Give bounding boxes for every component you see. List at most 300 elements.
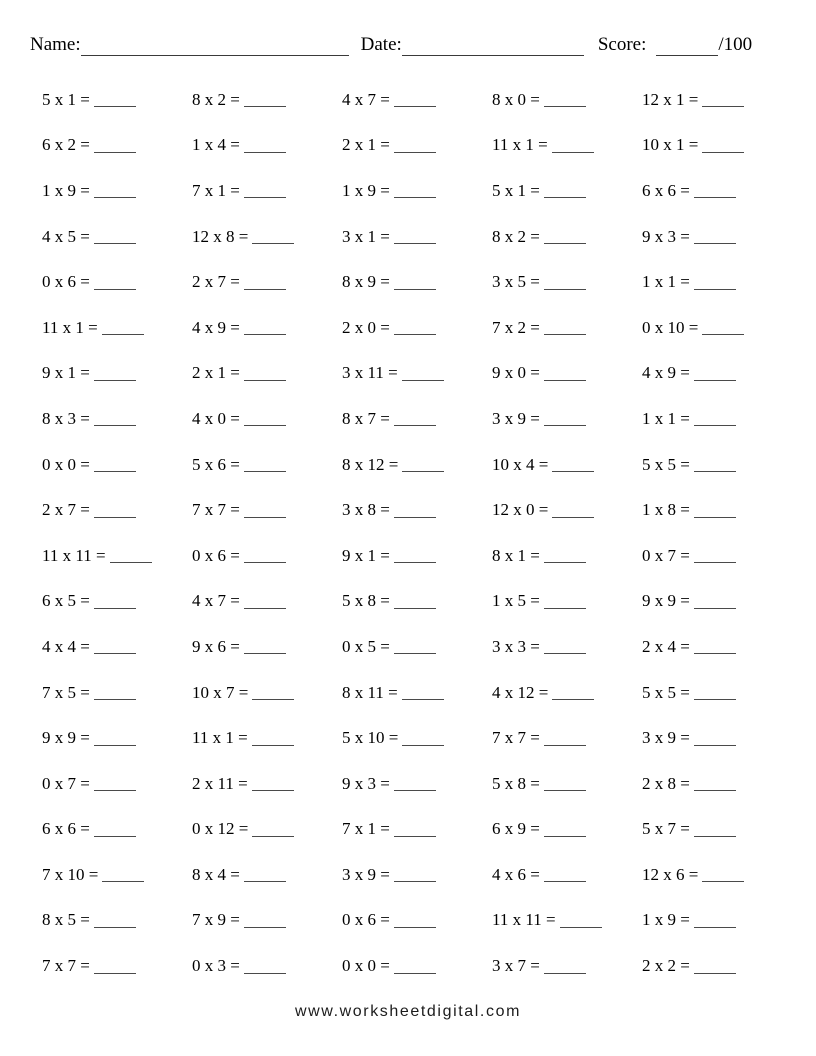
problem-expression: 2 x 1 = [342,135,390,155]
problem-expression: 8 x 0 = [492,89,540,109]
answer-blank[interactable] [110,548,152,563]
problem-cell [492,123,642,169]
problem-cell [42,761,192,807]
problem-expression: 11 x 1 = [492,135,548,155]
answer-blank[interactable] [702,867,744,882]
answer-blank[interactable] [394,913,436,928]
problem-cell [492,442,642,488]
problem-cell [42,715,192,761]
problem-cell [642,305,794,351]
answer-blank[interactable] [694,685,736,700]
answer-blank[interactable] [544,731,586,746]
answer-blank[interactable] [402,685,444,700]
answer-blank[interactable] [694,822,736,837]
problem-expression: 7 x 10 = [42,864,99,884]
problem-expression: 9 x 0 = [492,363,540,383]
problem-expression: 12 x 8 = [192,226,249,246]
answer-blank[interactable] [544,776,586,791]
answer-blank[interactable] [394,594,436,609]
answer-blank[interactable] [252,229,294,244]
problem-cell [342,533,492,579]
problem-expression: 0 x 6 = [342,910,390,930]
answer-blank[interactable] [244,92,286,107]
problem-expression: 3 x 11 = [342,363,398,383]
answer-blank[interactable] [252,731,294,746]
answer-blank[interactable] [252,685,294,700]
answer-blank[interactable] [544,92,586,107]
problem-cell [642,761,794,807]
answer-blank[interactable] [244,275,286,290]
problem-cell [42,351,192,397]
answer-blank[interactable] [694,731,736,746]
answer-blank[interactable] [544,594,586,609]
problem-cell [642,579,794,625]
score-label: Score: [597,34,647,55]
score-field-line[interactable] [656,40,718,56]
problem-expression: 5 x 6 = [192,454,240,474]
answer-blank[interactable] [102,867,144,882]
date-label: Date: [360,34,402,55]
answer-blank[interactable] [694,594,736,609]
problem-cell [342,579,492,625]
problem-cell [192,168,342,214]
problem-expression: 0 x 12 = [192,819,249,839]
problem-expression: 6 x 9 = [492,819,540,839]
problem-expression: 8 x 11 = [342,682,398,702]
answer-blank[interactable] [544,822,586,837]
answer-blank[interactable] [394,411,436,426]
problem-cell [342,396,492,442]
answer-blank[interactable] [94,229,136,244]
answer-blank[interactable] [402,731,444,746]
problem-cell [42,807,192,853]
problem-cell [342,943,492,989]
answer-blank[interactable] [402,457,444,472]
answer-blank[interactable] [694,457,736,472]
problem-expression: 7 x 5 = [42,682,90,702]
problem-expression: 2 x 11 = [192,773,248,793]
problem-cell [192,852,342,898]
answer-blank[interactable] [544,320,586,335]
problem-expression: 3 x 8 = [342,500,390,520]
problem-cell [192,670,342,716]
problem-cell [492,77,642,123]
answer-blank[interactable] [702,320,744,335]
answer-blank[interactable] [244,867,286,882]
problem-expression: 1 x 9 = [642,910,690,930]
problem-cell [42,305,192,351]
answer-blank[interactable] [252,822,294,837]
problem-expression: 3 x 3 = [492,636,540,656]
answer-blank[interactable] [394,320,436,335]
problem-expression: 11 x 1 = [192,728,248,748]
answer-blank[interactable] [394,548,436,563]
problem-cell [642,168,794,214]
problem-expression: 2 x 8 = [642,773,690,793]
problem-cell [342,715,492,761]
answer-blank[interactable] [94,959,136,974]
answer-blank[interactable] [552,457,594,472]
problem-cell [492,259,642,305]
problem-cell [42,168,192,214]
problem-cell [342,852,492,898]
answer-blank[interactable] [94,594,136,609]
problem-expression: 8 x 2 = [192,89,240,109]
answer-blank[interactable] [694,913,736,928]
problem-cell [192,123,342,169]
problem-expression: 12 x 1 = [642,89,699,109]
answer-blank[interactable] [702,138,744,153]
problem-cell [192,761,342,807]
answer-blank[interactable] [544,183,586,198]
problem-expression: 8 x 5 = [42,910,90,930]
problem-expression: 7 x 7 = [42,956,90,976]
problem-cell [642,670,794,716]
problem-expression: 0 x 5 = [342,636,390,656]
problem-cell [192,807,342,853]
problem-expression: 8 x 3 = [42,408,90,428]
problem-expression: 4 x 0 = [192,408,240,428]
answer-blank[interactable] [244,183,286,198]
answer-blank[interactable] [694,229,736,244]
problem-cell [192,214,342,260]
problem-expression: 9 x 3 = [342,773,390,793]
problem-expression: 6 x 2 = [42,135,90,155]
problem-expression: 12 x 0 = [492,500,549,520]
problem-cell [342,305,492,351]
answer-blank[interactable] [252,776,294,791]
problem-cell [192,579,342,625]
problem-cell [642,396,794,442]
problem-cell [192,259,342,305]
problem-expression: 1 x 8 = [642,500,690,520]
problem-expression: 12 x 6 = [642,864,699,884]
answer-blank[interactable] [244,594,286,609]
answer-blank[interactable] [244,913,286,928]
problem-cell [42,442,192,488]
answer-blank[interactable] [94,639,136,654]
problem-expression: 9 x 9 = [642,591,690,611]
problem-cell [492,305,642,351]
answer-blank[interactable] [244,138,286,153]
problem-expression: 5 x 8 = [492,773,540,793]
problem-expression: 2 x 1 = [192,363,240,383]
answer-blank[interactable] [244,639,286,654]
problem-expression: 5 x 8 = [342,591,390,611]
name-field-line[interactable] [81,40,349,56]
problem-expression: 11 x 11 = [492,910,556,930]
problem-cell [192,77,342,123]
problem-cell [642,123,794,169]
answer-blank[interactable] [94,411,136,426]
problem-cell [342,624,492,670]
answer-blank[interactable] [694,639,736,654]
problem-cell [192,351,342,397]
answer-blank[interactable] [544,275,586,290]
problem-cell [192,305,342,351]
problem-cell [642,351,794,397]
problem-expression: 1 x 5 = [492,591,540,611]
problem-expression: 10 x 7 = [192,682,249,702]
answer-blank[interactable] [552,138,594,153]
problem-expression: 3 x 9 = [642,728,690,748]
problem-cell [192,396,342,442]
problem-cell [342,442,492,488]
answer-blank[interactable] [94,138,136,153]
problem-expression: 8 x 2 = [492,226,540,246]
problem-cell [492,487,642,533]
problem-expression: 9 x 1 = [42,363,90,383]
answer-blank[interactable] [102,320,144,335]
problem-expression: 0 x 6 = [42,272,90,292]
problem-cell [42,670,192,716]
worksheet-header [30,34,788,56]
answer-blank[interactable] [94,457,136,472]
problem-cell [342,351,492,397]
answer-blank[interactable] [544,959,586,974]
problem-expression: 0 x 0 = [42,454,90,474]
answer-blank[interactable] [394,503,436,518]
problem-cell [192,943,342,989]
problem-cell [192,533,342,579]
problem-cell [492,396,642,442]
problem-expression: 3 x 5 = [492,272,540,292]
problem-expression: 9 x 3 = [642,226,690,246]
answer-blank[interactable] [394,138,436,153]
problem-expression: 7 x 7 = [192,500,240,520]
answer-blank[interactable] [702,92,744,107]
problem-expression: 9 x 1 = [342,545,390,565]
answer-blank[interactable] [394,776,436,791]
problem-cell [492,807,642,853]
problem-expression: 7 x 2 = [492,317,540,337]
problem-cell [192,624,342,670]
name-label: Name: [30,34,81,55]
problem-cell [42,214,192,260]
problem-expression: 10 x 4 = [492,454,549,474]
problem-cell [642,77,794,123]
problem-cell [192,898,342,944]
problem-expression: 8 x 7 = [342,408,390,428]
answer-blank[interactable] [244,366,286,381]
answer-blank[interactable] [394,822,436,837]
problem-expression: 4 x 9 = [642,363,690,383]
answer-blank[interactable] [244,457,286,472]
answer-blank[interactable] [394,275,436,290]
problem-cell [342,670,492,716]
answer-blank[interactable] [694,411,736,426]
problem-cell [492,761,642,807]
problem-cell [642,533,794,579]
problem-cell [192,442,342,488]
problem-expression: 8 x 1 = [492,545,540,565]
answer-blank[interactable] [394,92,436,107]
answer-blank[interactable] [544,867,586,882]
answer-blank[interactable] [402,366,444,381]
problem-cell [342,77,492,123]
problem-expression: 7 x 9 = [192,910,240,930]
problem-cell [192,715,342,761]
answer-blank[interactable] [94,731,136,746]
problem-cell [342,214,492,260]
problem-expression: 0 x 0 = [342,956,390,976]
problem-expression: 9 x 6 = [192,636,240,656]
problem-expression: 8 x 4 = [192,864,240,884]
problem-expression: 1 x 1 = [642,272,690,292]
problem-cell [642,807,794,853]
problem-cell [42,533,192,579]
problem-expression: 7 x 7 = [492,728,540,748]
problem-cell [42,123,192,169]
problem-expression: 4 x 4 = [42,636,90,656]
problem-cell [492,579,642,625]
problem-cell [492,670,642,716]
problem-expression: 2 x 7 = [42,500,90,520]
answer-blank[interactable] [544,411,586,426]
answer-blank[interactable] [552,685,594,700]
answer-blank[interactable] [694,548,736,563]
problem-expression: 3 x 1 = [342,226,390,246]
answer-blank[interactable] [244,320,286,335]
problem-cell [642,624,794,670]
problem-cell [42,396,192,442]
problem-cell [342,761,492,807]
answer-blank[interactable] [694,503,736,518]
answer-blank[interactable] [552,503,594,518]
problem-expression: 2 x 0 = [342,317,390,337]
answer-blank[interactable] [94,913,136,928]
problem-cell [492,351,642,397]
answer-blank[interactable] [694,275,736,290]
problem-expression: 5 x 5 = [642,454,690,474]
answer-blank[interactable] [694,366,736,381]
answer-blank[interactable] [94,685,136,700]
problem-cell [492,715,642,761]
answer-blank[interactable] [694,776,736,791]
problem-cell [342,487,492,533]
problem-expression: 4 x 7 = [192,591,240,611]
footer-website: www.worksheetdigital.com [294,1003,522,1020]
problem-cell [492,624,642,670]
answer-blank[interactable] [694,959,736,974]
problem-expression: 1 x 9 = [42,180,90,200]
answer-blank[interactable] [94,366,136,381]
problem-cell [642,259,794,305]
answer-blank[interactable] [394,867,436,882]
problem-expression: 7 x 1 = [342,819,390,839]
problem-cell [642,442,794,488]
score-denominator: /100 [718,34,753,55]
problem-cell [42,943,192,989]
problems-grid [42,77,794,989]
answer-blank[interactable] [244,503,286,518]
answer-blank[interactable] [544,639,586,654]
answer-blank[interactable] [394,639,436,654]
answer-blank[interactable] [694,183,736,198]
problem-expression: 0 x 10 = [642,317,699,337]
problem-expression: 0 x 7 = [42,773,90,793]
problem-cell [642,487,794,533]
problem-expression: 4 x 9 = [192,317,240,337]
answer-blank[interactable] [94,183,136,198]
problem-expression: 6 x 6 = [642,180,690,200]
problem-cell [642,943,794,989]
problem-cell [642,715,794,761]
problem-cell [42,624,192,670]
problem-expression: 10 x 1 = [642,135,699,155]
answer-blank[interactable] [560,913,602,928]
problem-cell [42,77,192,123]
problem-expression: 4 x 12 = [492,682,549,702]
problem-expression: 0 x 6 = [192,545,240,565]
answer-blank[interactable] [394,959,436,974]
problem-cell [342,123,492,169]
problem-cell [642,214,794,260]
answer-blank[interactable] [94,503,136,518]
problem-cell [42,898,192,944]
problem-cell [642,852,794,898]
problem-cell [492,533,642,579]
problem-expression: 4 x 6 = [492,864,540,884]
problem-expression: 11 x 1 = [42,317,98,337]
problem-expression: 5 x 1 = [42,89,90,109]
problem-expression: 5 x 7 = [642,819,690,839]
answer-blank[interactable] [94,92,136,107]
answer-blank[interactable] [94,275,136,290]
problem-expression: 2 x 2 = [642,956,690,976]
date-field-line[interactable] [402,40,584,56]
problem-cell [492,852,642,898]
problem-cell [642,898,794,944]
problem-expression: 5 x 1 = [492,180,540,200]
answer-blank[interactable] [394,229,436,244]
problem-cell [492,898,642,944]
problem-cell [492,168,642,214]
answer-blank[interactable] [244,411,286,426]
problem-expression: 7 x 1 = [192,180,240,200]
problem-cell [492,943,642,989]
answer-blank[interactable] [394,183,436,198]
problem-cell [342,259,492,305]
problem-cell [342,168,492,214]
problem-expression: 3 x 9 = [342,864,390,884]
problem-cell [342,807,492,853]
answer-blank[interactable] [244,548,286,563]
problem-expression: 6 x 6 = [42,819,90,839]
problem-expression: 1 x 1 = [642,408,690,428]
problem-cell [42,852,192,898]
problem-expression: 1 x 4 = [192,135,240,155]
problem-expression: 11 x 11 = [42,545,106,565]
answer-blank[interactable] [544,366,586,381]
answer-blank[interactable] [94,776,136,791]
problem-cell [42,579,192,625]
problem-expression: 9 x 9 = [42,728,90,748]
answer-blank[interactable] [94,822,136,837]
problem-cell [492,214,642,260]
problem-expression: 5 x 10 = [342,728,399,748]
problem-expression: 8 x 12 = [342,454,399,474]
problem-expression: 0 x 3 = [192,956,240,976]
answer-blank[interactable] [544,229,586,244]
problem-expression: 4 x 5 = [42,226,90,246]
problem-cell [192,487,342,533]
answer-blank[interactable] [244,959,286,974]
problem-expression: 2 x 4 = [642,636,690,656]
answer-blank[interactable] [544,548,586,563]
problem-expression: 8 x 9 = [342,272,390,292]
problem-expression: 2 x 7 = [192,272,240,292]
